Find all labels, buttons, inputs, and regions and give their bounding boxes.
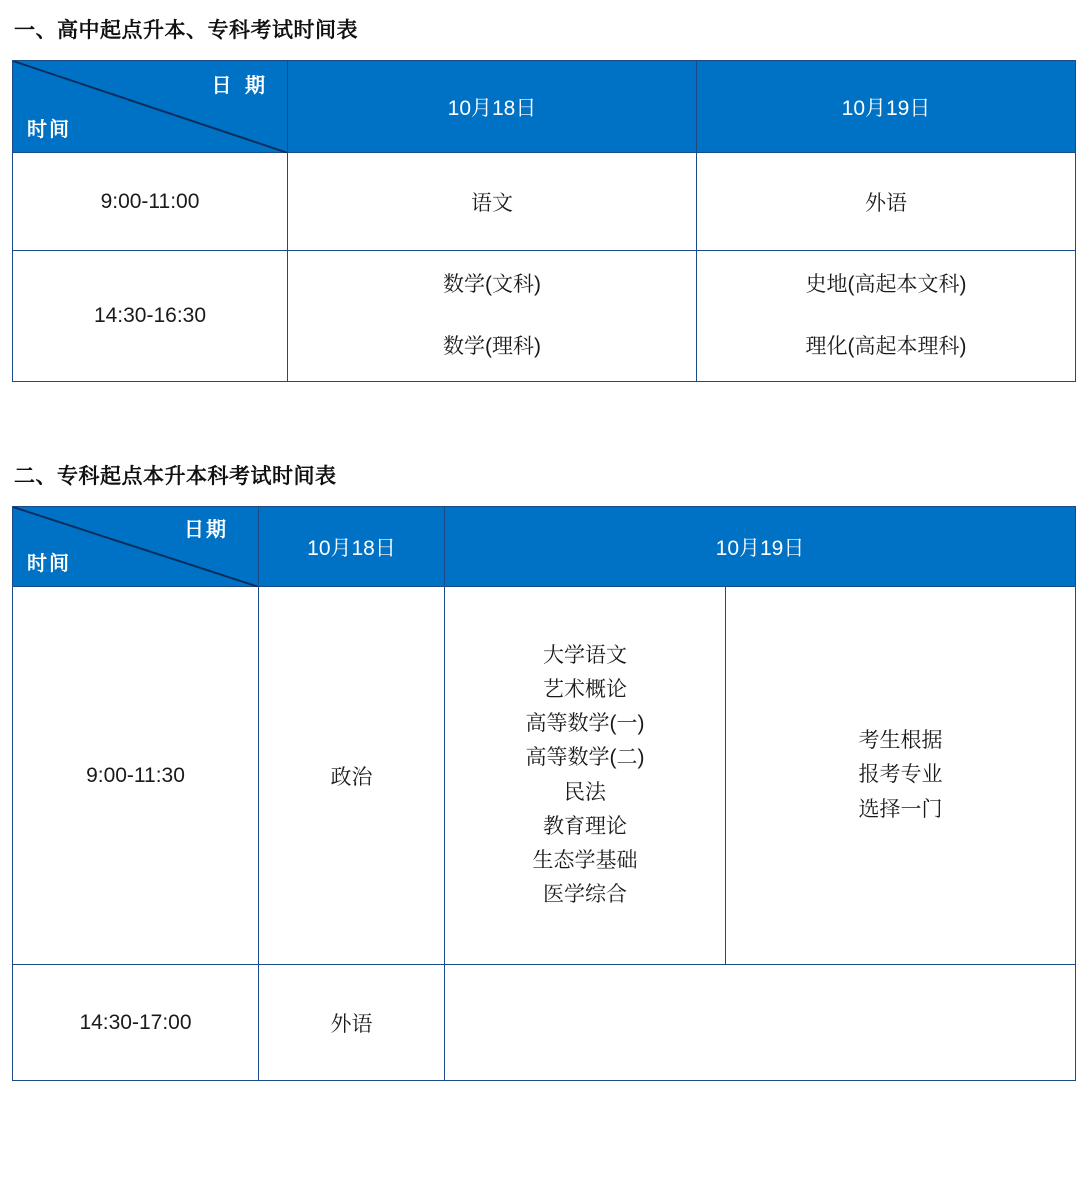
exam-schedule-table-2 <box>12 506 1076 1081</box>
row-day1-subject: 外语 <box>259 965 445 1081</box>
document-page <box>0 14 1080 1081</box>
header-time-label: 时间 <box>27 553 71 575</box>
subject-text: 理化(高起本理科) <box>805 335 967 358</box>
subject-text: 史地(高起本文科) <box>805 272 967 296</box>
table-row <box>13 965 1076 1081</box>
subject-gap <box>703 299 1069 333</box>
table-header-row <box>13 507 1076 587</box>
header-corner-cell <box>13 61 288 153</box>
table-header-row <box>13 61 1076 153</box>
header-corner-cell <box>13 507 259 587</box>
header-day1: 10月18日 <box>288 61 697 153</box>
subject-text: 民法 <box>564 780 606 804</box>
subject-text: 大学语文 <box>543 644 627 668</box>
row-note <box>726 587 1076 965</box>
row-day2-subject: 外语 <box>697 153 1076 251</box>
section-spacer <box>0 382 1080 460</box>
subject-text: 高等数学(二) <box>525 746 645 770</box>
subject-text: 数学(理科) <box>443 335 541 358</box>
row-time: 9:00-11:00 <box>13 153 288 251</box>
table-row <box>13 587 1076 965</box>
header-day2: 10月19日 <box>697 61 1076 153</box>
header-time-label: 时间 <box>27 119 71 141</box>
exam-schedule-table-1 <box>12 60 1076 382</box>
note-text: 选择一门 <box>858 797 943 821</box>
subject-text: 教育理论 <box>543 814 627 838</box>
subject-text: 生态学基础 <box>532 848 638 872</box>
row-time: 14:30-16:30 <box>13 251 288 382</box>
header-date-label: 日 期 <box>211 75 269 97</box>
row-subject-list <box>445 587 726 965</box>
row-day1-subjects <box>288 251 697 382</box>
row-empty-cell <box>445 965 1076 1081</box>
header-day1: 10月18日 <box>259 507 445 587</box>
table-row <box>13 153 1076 251</box>
note-text: 报考专业 <box>858 763 943 787</box>
section-title-2: 二、专科起点本升本科考试时间表 <box>14 465 337 488</box>
subject-text: 高等数学(一) <box>525 712 645 736</box>
row-day1-subject: 政治 <box>259 587 445 965</box>
subject-gap <box>294 299 690 333</box>
row-day2-subjects <box>697 251 1076 382</box>
table-row <box>13 251 1076 382</box>
note-text: 考生根据 <box>858 729 943 753</box>
row-time: 9:00-11:30 <box>13 587 259 965</box>
section-title-1: 一、高中起点升本、专科考试时间表 <box>14 19 358 42</box>
row-time: 14:30-17:00 <box>13 965 259 1081</box>
subject-text: 数学(文科) <box>443 272 541 296</box>
header-date-label: 日期 <box>184 519 228 541</box>
header-day2: 10月19日 <box>445 507 1076 587</box>
row-day1-subject: 语文 <box>288 153 697 251</box>
subject-text: 艺术概论 <box>543 678 627 702</box>
subject-text: 医学综合 <box>543 882 627 906</box>
